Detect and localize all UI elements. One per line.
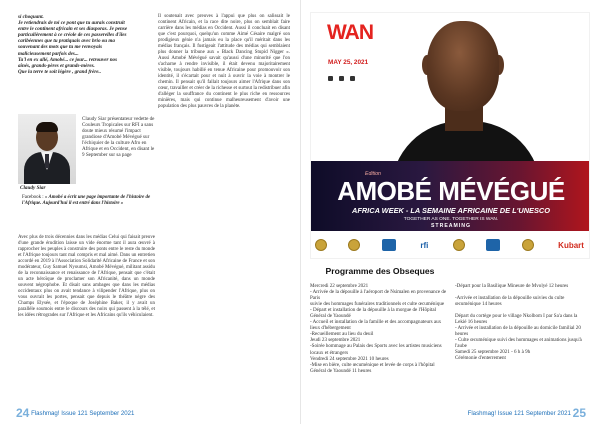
social-icons [328, 68, 357, 86]
facebook-label: Facebook : « [22, 195, 48, 200]
facebook-quote [22, 195, 155, 207]
program-line: - Accueil et installation de la famille et des accompagnateurs aux lieux d'hébergement [310, 319, 442, 332]
event-poster [310, 12, 590, 259]
wan-logo: WAN [327, 21, 373, 44]
issue-label: Flashmag! Issue 121 September 2021 [31, 410, 135, 417]
program-column-left [310, 283, 448, 374]
twitter-icon [350, 76, 355, 81]
intro-line: aînés, grands-pères et grands-mères. [18, 62, 95, 69]
program-line: -Mise en bière, culte œcuménique et levée de corps à l'hôpital Général de Yaoundé 11 heures [310, 361, 435, 374]
photo-side-text: Claudy Siar présentateur vedette de Couleurs Tropicales sur RFI a sans doute mieux résumé l'impact grandiose d'Amobé Mévégué sur l'échiquier de la culture Afro en Afrique et en Occident, en disant le 9 September sur sa page [82, 116, 155, 159]
poster-streaming: STREAMING [430, 223, 472, 229]
photo-tie [45, 154, 49, 168]
kubart-logo: Kubart [558, 240, 584, 250]
intro-line: Que la terre te soit légère , grand frère.. [18, 68, 102, 75]
program-line: Samedi 25 septembre 2021 - 6 h à 9h [455, 349, 531, 356]
facebook-icon [339, 76, 344, 81]
poster-subtitle: AFRICA WEEK - LA SEMAINE AFRICAINE DE L'UNESCO [351, 206, 551, 215]
seal-logo-icon [348, 239, 360, 251]
instagram-icon [328, 76, 333, 81]
intro-line: si choquant. [18, 14, 44, 20]
program-line: - Culte œcuménique suivi des hommages et animations jusqu'à l'aube [455, 337, 582, 350]
partner-logo-icon [453, 239, 465, 251]
portrait-head [427, 21, 499, 111]
photo-caption: Claudy Siar [20, 185, 46, 191]
intro-line: Je retiendrais de toi ce pont que tu aurais construit [18, 20, 125, 27]
facebook-note: Amobé a écrit une page importante de l'histoire de l'Afrique. Aujourd'hui il est entré dans l'histoire » [22, 195, 151, 206]
page-gutter [300, 0, 301, 424]
amobe-portrait [391, 21, 541, 171]
program-line: -Arrivée et installation de la dépouille suivies du culte œcuménique 14 heures [455, 295, 565, 308]
intro-line: entre le continent africain et ses diasporas. Je pense [18, 26, 128, 33]
program-line: Jeudi 23 septembre 2021 [310, 337, 361, 344]
program-line: -Soirée hommage au Palais des Sports avec les artistes musiciens locaux et étrangers [310, 343, 442, 356]
program-title: Programme des Obseques [325, 266, 435, 276]
unesco-logo-icon [382, 239, 396, 251]
intro-line: malicieusement parfois des... [18, 50, 79, 57]
program-column-right [455, 283, 590, 362]
partner-logo-icon [486, 239, 500, 251]
poster-slogan: TOGETHER AS ONE. TOGETHER IS WAN. [403, 217, 499, 222]
page-number: 24 [16, 406, 30, 420]
partner-logo-icon [522, 239, 534, 251]
program-line: Mercredi 22 septembre 2021 [310, 283, 369, 289]
article-column-left: Avec plus de trois décennies dans les médias Celui qui faisait preuve d'une grande érudition laisse un vide énorme tant il aura œuvré à rapprocher les peuples à construire des ponts entre le reste du monde et l'Afrique toujours tant mal compris et mal aimé. Dans un entretien accordé en 2019 à l'Association Solidarité Africaine de France et son modérateur, Guy Samuel Nyoumsi, Amobé Mévégué, militant assidu de la reconnaissance et renaissance de l'Afrique, pensait que c'était un acte héroïque de proclamer son Africanité, dans un monde souvent négrophobe. Et disait sans ambages que dans les médias occidentaux plus on avait tendance à vilipender l'Afrique, plus on vous ouvrait les portes, pensait que depuis le théâtre nègre des Champs Elysée, et l'époque de Joséphine Baker, il y avait un parallèle soumois entre le discours des noirs qui passent à la télé, et les idées rétrogrades sur l'Afrique et les Africains qu'ils véhiculaient. [18, 235, 155, 318]
intro-line: particulièrement à ce créole de ces passerelles d'îles [18, 32, 127, 39]
program-line: - Départ et installation de la dépouille à la morgue de l'Hôpital Général de Yaoundé [310, 307, 436, 320]
program-line: - Arrivée de la dépouille à l'aéroport de Nsimalen en provenance de Paris [310, 289, 447, 302]
program-line: - Arrivée et installation de la dépouille au domicile familial 20 heures [455, 325, 581, 338]
partner-logos [315, 235, 587, 255]
issue-label: Flashmag! Issue 121 September 2021 [467, 410, 571, 417]
article-column-middle: Il soutenait avec preuves à l'appui que plus on salissait le continent Africain, et la race dite noire, plus on semblait faire carrière dans les médias en Occident. Aussi il concluait en disant que c'est pourquoi, quelqu'un comme Aimé Césaire malgré son prodigieux génie n'a jamais eu la place qu'il méritait dans les médias français. Il fustigeait l'attitude des médias qui semblaient plus donner la tribune aux « Black Dancing Stupid Nigger ». Aussi Amobé Mévégué savait qu'aussi d'une minorité que l'on s'acharne à rendre invisible, il était devenu majoritairement visible, toujours habillé en tenue Africaine pour promouvoir son identité, il s'écartait pour et nuit à ouvrir la voie à montrer le chemin. Il pensait qu'il fallait toujours aimer l'Afrique dans son cœur, travailler et créer de la richesse et surtout la redistribuer afin d'alléger la souffrance du continent le plus riche en ressources minières, mais qui continue malheureusement d'avoir une population des plus pauvres de la planète. [158, 14, 290, 109]
program-line: -Départ pour la Basilique Mineure de Mvolyé 12 heures [455, 283, 569, 289]
intro-line: Ta'l en ex allé, Amobé... ce jour... retrouver nos [18, 56, 118, 63]
intro-line: souvenant des mots que tu me renvoyais [18, 44, 103, 51]
program-line: Vendredi 24 septembre 2021 10 heures [310, 355, 389, 362]
program-line: -Recueillement au lieu du deuil [310, 331, 374, 338]
tribute-intro [18, 14, 148, 75]
intro-line: caribéennes que tu pratiquais avec brio ou ma [18, 38, 115, 45]
poster-date: MAY 25, 2021 [328, 59, 369, 66]
program-line: Départ du cortège pour le village Nkolbom I par Sa'a dans la Lekié 16 heures [455, 313, 578, 326]
folio-right [468, 406, 586, 420]
claudy-siar-photo [18, 114, 76, 184]
page-number: 25 [572, 406, 586, 420]
seal-logo-icon [315, 239, 327, 251]
photo-hair [36, 122, 58, 132]
rfi-logo: rfi [420, 240, 429, 250]
poster-edition: Edition [365, 171, 381, 177]
program-line: Cérémonie d'enterrement [455, 355, 506, 362]
folio-left [16, 406, 134, 420]
program-line: suivie des hommages funéraires traditionnels et culte œcuménique [310, 301, 445, 308]
poster-title: AMOBÉ MÉVÉGUÉ [337, 176, 565, 206]
